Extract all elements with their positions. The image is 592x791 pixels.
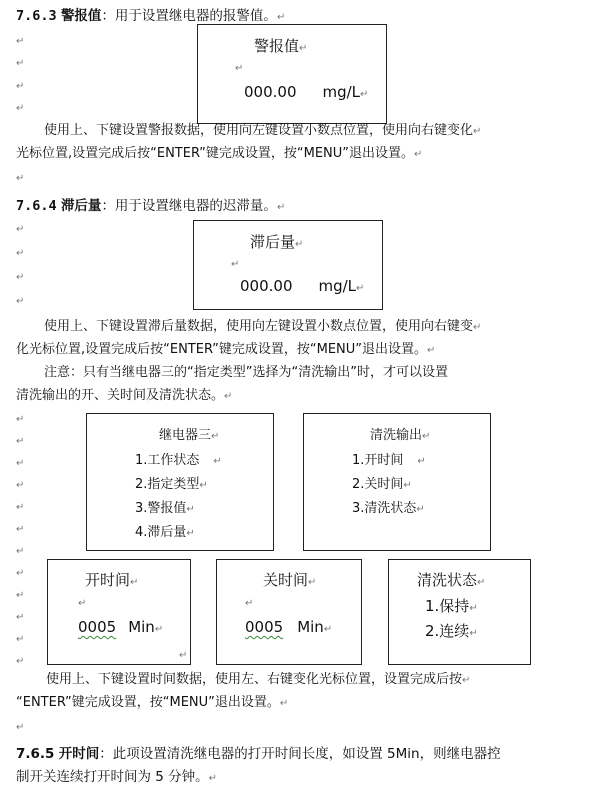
section-desc: ：用于设置继电器的迟滞量。 [101,198,277,214]
paragraph-mark-icon: ↵ [16,568,25,579]
paragraph-mark-icon: ↵ [16,656,25,667]
paragraph-mark-icon: ↵ [16,502,25,513]
paragraph-mark-icon: ↵ [245,598,254,609]
hysteresis-value: 000.00 [240,277,293,295]
cleaning-state-option: 1.保持↵ [425,597,478,615]
on-time-value: 0005 [78,618,117,636]
relay3-menu-title: 继电器三↵ [159,428,220,443]
paragraph-mark-icon: ↵ [16,612,25,623]
alarm-value-screen [197,24,387,124]
paragraph-mark-icon: ↵ [16,436,25,447]
off-time-reading: 0005 Min↵ [245,618,333,636]
on-time-title: 开时间↵ [85,571,139,589]
note-paragraph-line2: 清洗输出的开、关时间及清洗状态。↵ [16,388,233,403]
cleaning-output-item: 1.开时间 ↵ [352,453,426,468]
relay3-menu-item: 2.指定类型↵ [135,477,208,492]
paragraph-mark-icon: ↵ [16,224,25,235]
off-time-unit: Min [297,618,324,636]
section-number: 7.6.5 [16,746,55,762]
hysteresis-screen-title: 滞后量↵ [250,233,304,251]
paragraph-mark-icon: ↵ [16,634,25,645]
paragraph-mark-icon: ↵ [16,81,25,92]
paragraph-mark-icon: ↵ [16,173,25,184]
note-paragraph: 注意：只有当继电器三的“指定类型”选择为“清洗输出”时，才可以设置 [44,365,448,380]
off-time-title: 关时间↵ [263,571,317,589]
paragraph-mark-icon: ↵ [16,58,25,69]
cleaning-output-item: 2.关时间↵ [352,477,412,492]
section-title: 开时间 [58,746,100,762]
paragraph-mark-icon: ↵ [276,12,286,23]
paragraph-mark-icon: ↵ [16,414,25,425]
section-heading-7-6-3 [16,4,285,24]
cleaning-output-screen [303,413,491,551]
section-title: 警报值 [60,8,102,24]
cleaning-output-item: 3.清洗状态↵ [352,501,425,516]
paragraph-mark-icon: ↵ [16,103,25,114]
paragraph-mark-icon: ↵ [16,296,25,307]
hysteresis-unit: mg/L [318,277,357,295]
instruction-paragraph: 使用上、下键设置滞后量数据，使用向左键设置小数点位置，使用向右键变↵ [44,319,482,334]
paragraph-mark-icon: ↵ [16,272,25,283]
section-desc: ：此项设置清洗继电器的打开时间长度，如设置 5Min，则继电器控 [99,746,501,762]
paragraph-mark-icon: ↵ [16,36,25,47]
off-time-value: 0005 [245,618,284,636]
section-heading-7-6-5 [16,742,501,762]
paragraph-mark-icon: ↵ [16,248,25,259]
instruction-paragraph-line2: “ENTER”键完成设置，按“MENU”退出设置。↵ [16,695,289,710]
paragraph-mark-icon: ↵ [16,458,25,469]
paragraph-mark-icon: ↵ [231,259,240,270]
instruction-paragraph-line2: 光标位置,设置完成后按“ENTER”键完成设置，按“MENU”退出设置。↵ [16,146,423,161]
on-time-unit: Min [128,618,155,636]
cleaning-state-title: 清洗状态↵ [417,571,486,589]
off-time-screen [216,559,362,665]
section-desc-line2: 制开关连续打开时间为 5 分钟。↵ [16,769,218,785]
paragraph-mark-icon: ↵ [16,590,25,601]
relay3-menu-item: 3.警报值↵ [135,501,195,516]
hysteresis-screen [193,220,383,310]
paragraph-mark-icon: ↵ [16,722,25,733]
paragraph-mark-icon: ↵ [16,524,25,535]
cleaning-state-option: 2.连续↵ [425,622,478,640]
cleaning-output-title: 清洗输出↵ [370,428,431,443]
alarm-screen-reading: 000.00 mg/L↵ [244,83,369,101]
paragraph-mark-icon: ↵ [16,546,25,557]
hysteresis-screen-reading: 000.00 mg/L↵ [240,277,365,295]
relay3-menu-item: 4.滞后量↵ [135,525,195,540]
instruction-paragraph: 使用上、下键设置警报数据，使用向左键设置小数点位置，使用向右键变化↵ [44,123,482,138]
alarm-screen-title: 警报值↵ [254,37,308,55]
on-time-reading: 0005 Min↵ [78,618,164,636]
paragraph-mark-icon: ↵ [16,480,25,491]
section-heading-7-6-4 [16,194,285,214]
section-desc: ：用于设置继电器的报警值。 [101,8,277,24]
alarm-value: 000.00 [244,83,297,101]
paragraph-mark-icon: ↵ [276,202,286,213]
instruction-paragraph-line2: 化光标位置,设置完成后按“ENTER”键完成设置，按“MENU”退出设置。↵ [16,342,436,357]
section-number: 7.6.4 [16,198,57,214]
section-number: 7.6.3 [16,8,57,24]
instruction-paragraph: 使用上、下键设置时间数据，使用左、右键变化光标位置，设置完成后按↵ [46,672,471,687]
alarm-unit: mg/L [322,83,361,101]
paragraph-mark-icon: ↵ [78,598,87,609]
on-time-screen [47,559,191,665]
section-title: 滞后量 [60,198,102,214]
paragraph-mark-icon: ↵ [235,63,244,74]
relay3-menu-item: 1.工作状态 ↵ [135,453,222,468]
relay3-menu-screen [86,413,274,551]
cleaning-state-screen [388,559,531,665]
paragraph-mark-icon: ↵ [179,650,188,661]
